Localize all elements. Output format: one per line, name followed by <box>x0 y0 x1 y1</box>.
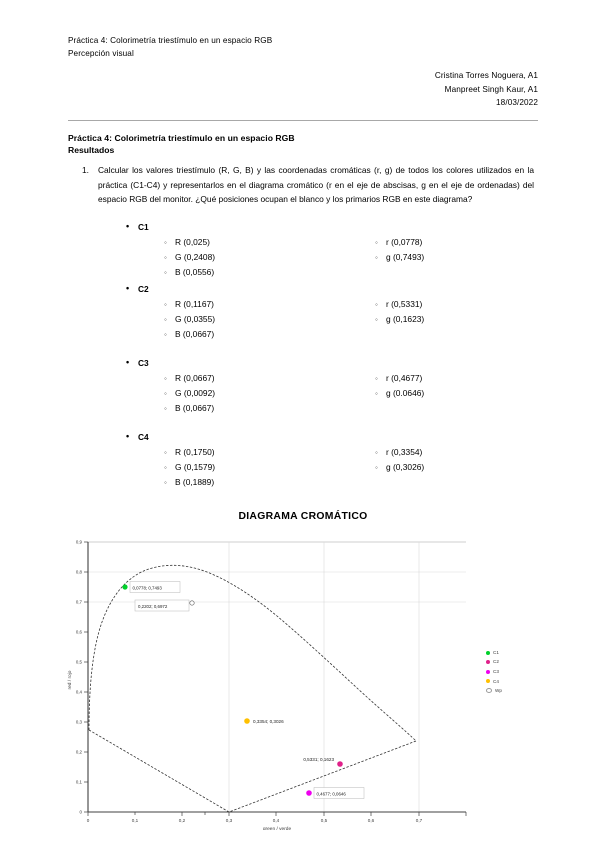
question-text: Calcular los valores triestímulo (R, G, B) y las coordenadas cromáticas (r, g) de todos los colores utilizados en la práctica (C1-C4) y representarlos en el diagrama cromático (r en el eje de abscisas, g en el eje de ordenadas) del espacio RGB del monitor. ¿Qué posiciones ocupan el blanco y los primarios RGB en este diagrama? <box>98 165 534 205</box>
x-tick-label: 0,2 <box>178 817 186 823</box>
color-blocks-list <box>68 220 538 490</box>
x-tick-label: 0 <box>86 817 90 823</box>
list-item <box>164 371 538 386</box>
data-label-c3: 0,4677; 0,0646 <box>316 791 346 797</box>
y-axis-tick-labels <box>76 539 83 814</box>
chromatic-coordinate: ◦ g (0,1623) <box>375 312 546 327</box>
legend-label: C3 <box>493 668 499 674</box>
color-block-label: • C4 <box>126 430 538 445</box>
x-tick-label: 0,1 <box>131 817 139 823</box>
chromatic-coordinate: ◦ g (0,3026) <box>375 460 546 475</box>
chromatic-coordinate: ◦ r (0,3354) <box>375 445 546 460</box>
list-item <box>164 297 538 312</box>
chromatic-coordinate: ◦ r (0,4677) <box>375 371 546 386</box>
y-tick-label: 0,7 <box>75 599 82 605</box>
tristimulus-value: ◦ B (0,0556) <box>164 265 375 280</box>
page-header <box>68 34 538 109</box>
question-number: 1. <box>82 165 89 176</box>
data-point-c3 <box>306 787 364 798</box>
tristimulus-value: ◦ R (0,025) <box>164 235 375 250</box>
legend-color-swatch-icon <box>486 651 490 655</box>
color-block-c4 <box>126 430 538 490</box>
list-item <box>164 235 538 250</box>
question-item <box>68 163 538 207</box>
chromatic-coordinate <box>375 265 546 280</box>
purple-line <box>89 730 416 812</box>
legend-color-swatch-icon <box>486 688 492 693</box>
y-axis-ticks <box>84 542 88 812</box>
header-author-1: Cristina Torres Noguera, A1 <box>434 71 538 81</box>
legend-item-c2 <box>486 657 502 667</box>
x-tick-label: 0,6 <box>367 817 375 823</box>
chromatic-coordinate <box>375 327 546 342</box>
color-block-label: • C1 <box>126 220 538 235</box>
chromaticity-diagram <box>62 530 590 830</box>
header-practice-line: Práctica 4: Colorimetría triestímulo en un espacio RGB <box>68 36 273 45</box>
color-block-label: • C2 <box>126 282 538 297</box>
y-tick-label: 0,3 <box>75 719 82 725</box>
tristimulus-value: ◦ G (0,0092) <box>164 386 375 401</box>
y-tick-label: 0,9 <box>75 539 82 545</box>
data-label-white: 0,2202; 0,6972 <box>138 603 168 609</box>
list-item <box>164 327 538 342</box>
header-divider <box>68 120 538 121</box>
x-axis-tick-labels <box>87 818 423 823</box>
x-tick-label: 0,4 <box>272 817 280 823</box>
y-tick-label: 0,1 <box>75 779 82 785</box>
color-block-rows <box>126 371 538 416</box>
page-subtitle: Resultados <box>68 145 115 156</box>
x-axis-title: green / verde <box>262 826 292 830</box>
data-label-c2: 0,5331; 0,1623 <box>303 756 334 762</box>
chromatic-coordinate <box>375 475 546 490</box>
tristimulus-value: ◦ B (0,1889) <box>164 475 375 490</box>
chart-legend <box>486 648 502 696</box>
color-block-label: • C3 <box>126 356 538 371</box>
x-axis-ticks <box>88 812 466 816</box>
color-block-rows <box>126 445 538 490</box>
list-item <box>164 386 538 401</box>
list-item <box>164 250 538 265</box>
data-label-c1: 0,0778; 0,7493 <box>132 585 162 591</box>
data-label-c4: 0,3354; 0,3026 <box>253 718 284 724</box>
y-tick-label: 0,4 <box>75 689 82 695</box>
list-item <box>164 265 538 280</box>
data-point-c1 <box>122 581 180 592</box>
chromatic-coordinate: ◦ g (0.0646) <box>375 386 546 401</box>
legend-label: C1 <box>493 649 499 655</box>
chromatic-coordinate <box>375 401 546 416</box>
data-point-c2 <box>303 757 342 767</box>
tristimulus-value: ◦ G (0,0355) <box>164 312 375 327</box>
header-right-block <box>68 69 538 109</box>
tristimulus-value: ◦ G (0,2408) <box>164 250 375 265</box>
color-block-rows <box>126 297 538 342</box>
color-block-c2 <box>126 282 538 342</box>
legend-item-c1 <box>486 648 502 658</box>
list-item <box>164 401 538 416</box>
legend-color-swatch-icon <box>486 660 490 664</box>
x-tick-label: 0,5 <box>320 817 328 823</box>
tristimulus-value: ◦ R (0,1167) <box>164 297 375 312</box>
header-left-block <box>68 34 538 60</box>
color-block-c1 <box>126 220 538 280</box>
chromatic-coordinate: ◦ r (0,5331) <box>375 297 546 312</box>
chromatic-coordinate: ◦ r (0,0778) <box>375 235 546 250</box>
list-item <box>164 475 538 490</box>
header-date: 18/03/2022 <box>496 97 538 107</box>
chart-title: DIAGRAMA CROMÁTICO <box>238 510 368 522</box>
legend-label: C4 <box>493 678 499 684</box>
y-tick-label: 0,5 <box>75 659 82 665</box>
y-tick-label: 0,6 <box>75 629 82 635</box>
legend-label: C2 <box>493 659 499 665</box>
tristimulus-value: ◦ B (0,0667) <box>164 327 375 342</box>
page-title: Práctica 4: Colorimetría triestímulo en un espacio RGB <box>68 133 295 144</box>
x-tick-label: 0,7 <box>415 817 423 823</box>
legend-label: Wp <box>495 688 502 694</box>
y-axis-title: red / rojo <box>68 670 73 690</box>
legend-item-c4 <box>486 677 502 687</box>
tristimulus-value: ◦ R (0,0667) <box>164 371 375 386</box>
x-tick-label: 0,3 <box>225 817 233 823</box>
tristimulus-value: ◦ R (0,1750) <box>164 445 375 460</box>
legend-color-swatch-icon <box>486 679 490 683</box>
list-item <box>164 445 538 460</box>
tristimulus-value: ◦ B (0,0667) <box>164 401 375 416</box>
list-item <box>164 460 538 475</box>
header-subject-line: Percepción visual <box>68 49 134 59</box>
tristimulus-value: ◦ G (0,1579) <box>164 460 375 475</box>
data-point-white <box>135 600 194 611</box>
list-item <box>164 312 538 327</box>
color-block-c3 <box>126 356 538 416</box>
legend-color-swatch-icon <box>486 670 490 674</box>
legend-item-c3 <box>486 667 502 677</box>
chart-svg <box>62 530 590 830</box>
chromatic-coordinate: ◦ g (0,7493) <box>375 250 546 265</box>
y-tick-label: 0,8 <box>75 569 82 575</box>
legend-item-white <box>486 686 502 696</box>
y-tick-label: 0 <box>79 809 82 815</box>
y-tick-label: 0,2 <box>75 749 82 755</box>
data-point-c4 <box>244 718 284 724</box>
color-block-rows <box>126 235 538 280</box>
header-author-2: Manpreet Singh Kaur, A1 <box>444 84 538 94</box>
